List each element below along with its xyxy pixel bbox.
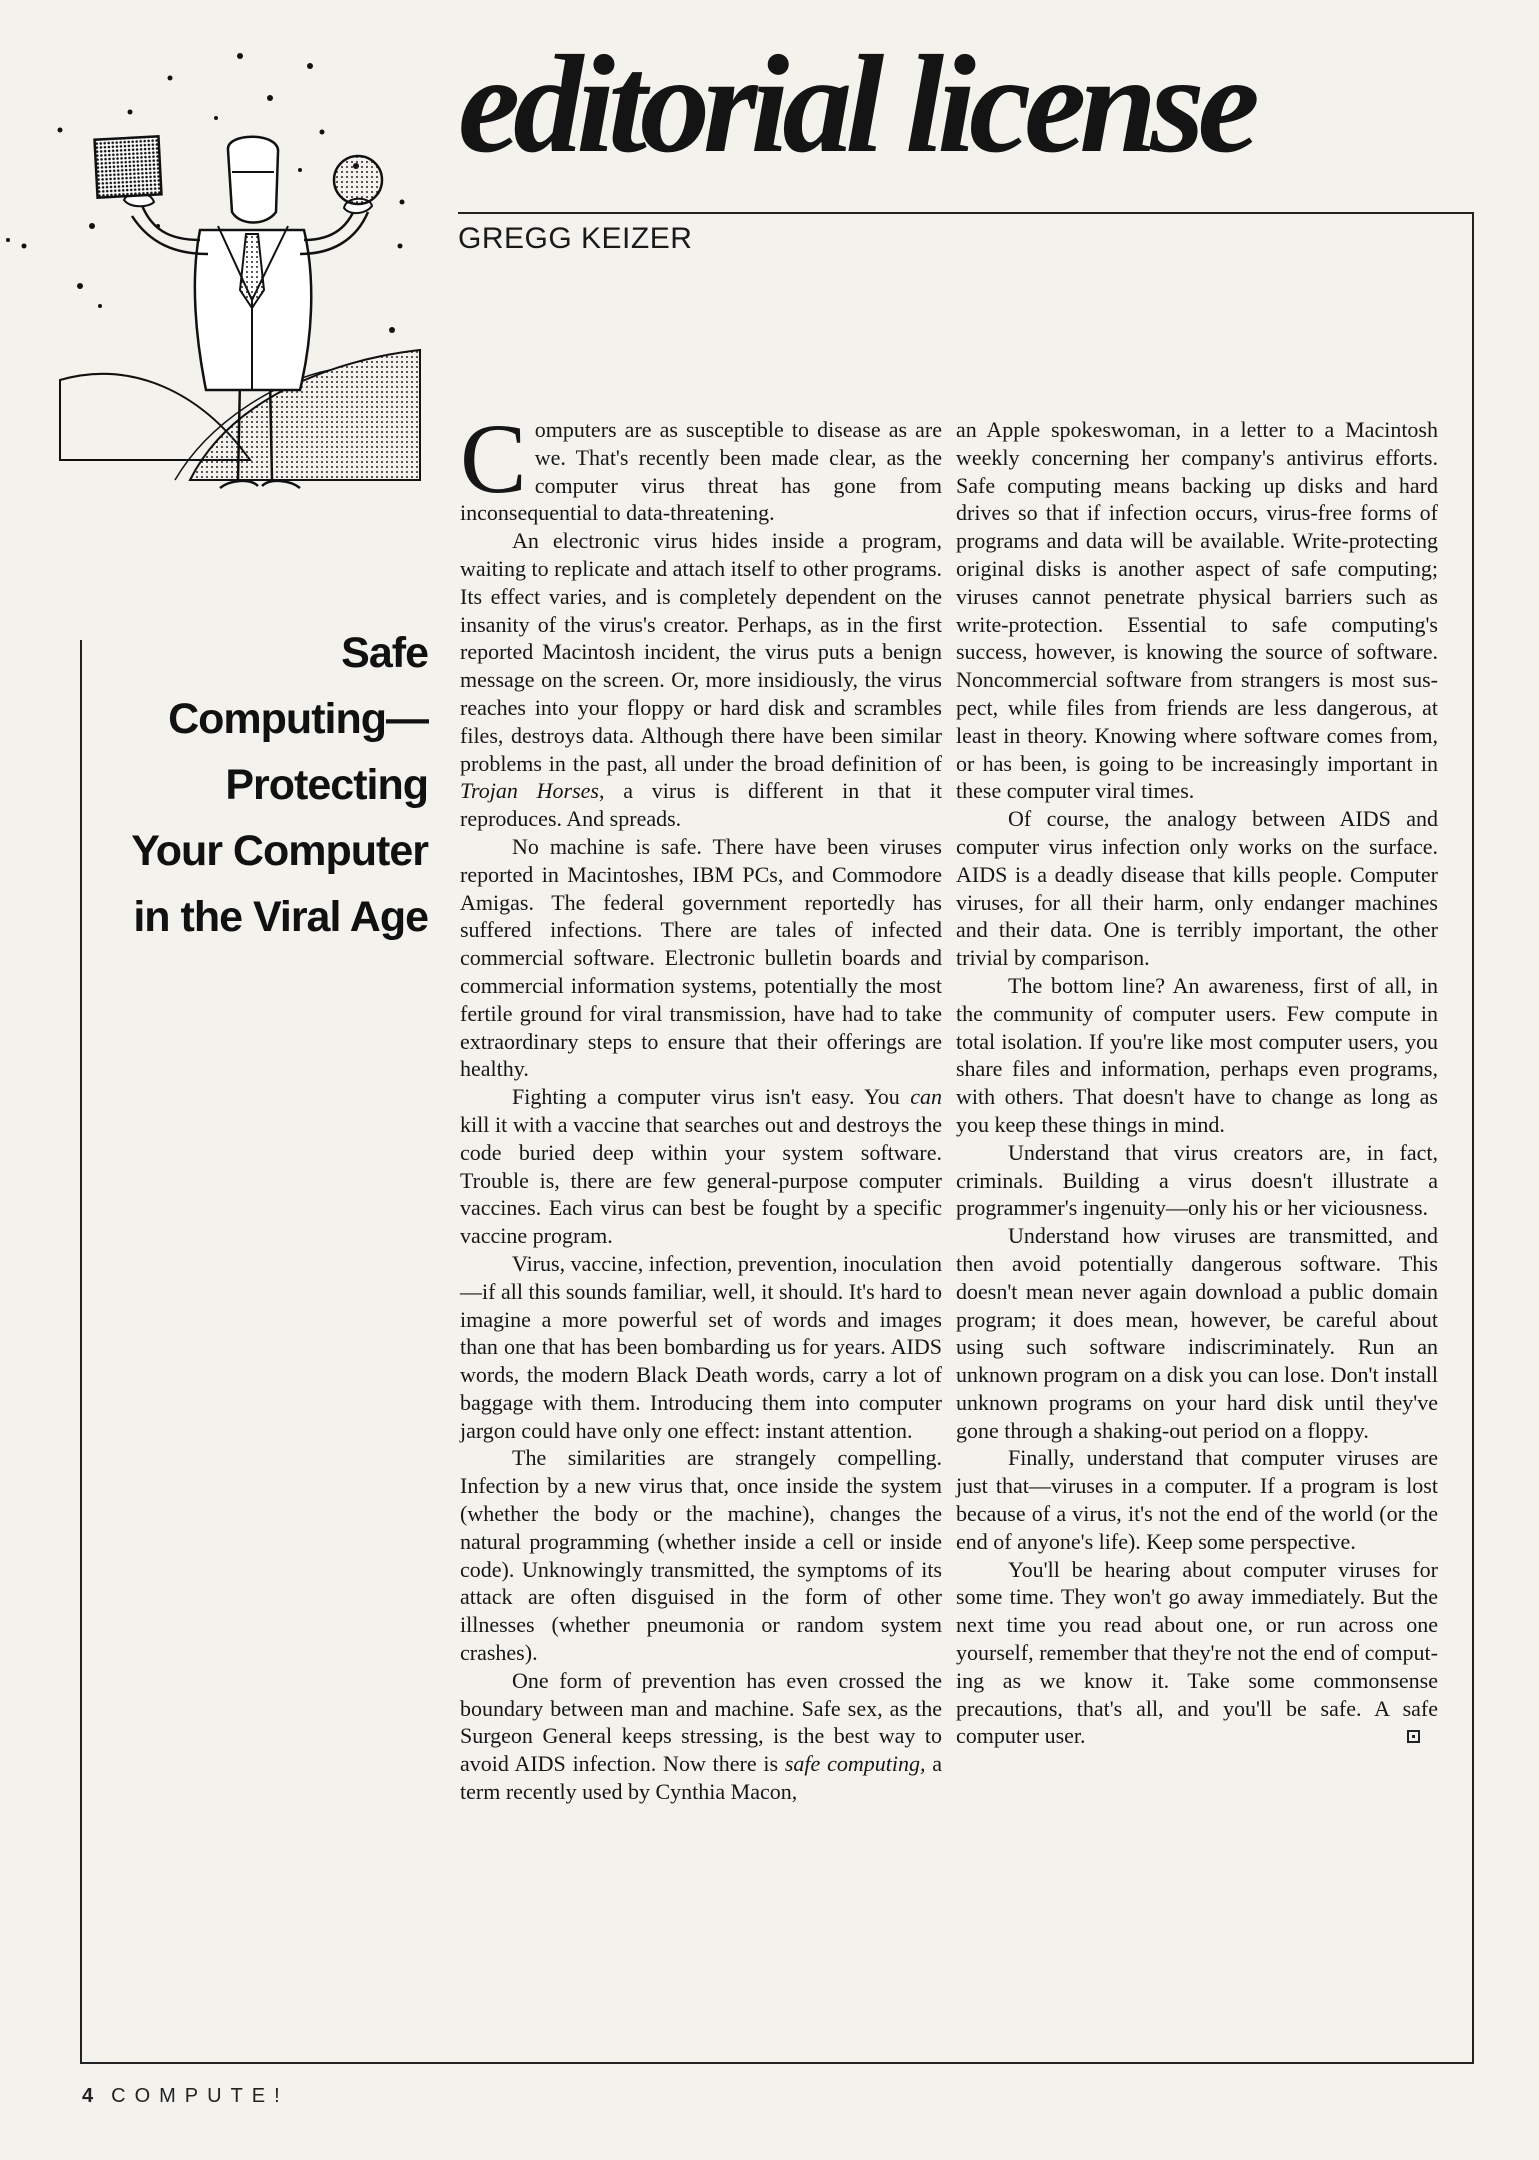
paragraph-text: An electronic virus hides inside a program, waiting to replicate and attach itself to other programs. Its effect varies, and is completely dependent on the insanity of the virus's creator. Perhaps, as in the first reported Macintosh incident, the virus puts a benign message on the screen. Or, more insidiously, the virus reaches into your floppy or hard disk and scrambles files, destroys data. Although there have been similar problems in the past, all under the broad definition of — [460, 528, 943, 776]
page-folio — [82, 2085, 289, 2108]
paragraph-text: a term recently used by Cynthia Macon, — [460, 1751, 943, 1805]
paragraph: Virus, vaccine, infection, prevention, inoculation—if all this sounds familiar, well, it should. It's hard to imagine a more powerful set of words and images than one that has been bombarding us for years. AIDS words, the modern Black Death words, carry a lot of baggage with them. Introducing them into computer jargon could have only one effect: instant attention. — [460, 1250, 942, 1443]
paragraph: an Apple spokeswoman, in a letter to a Macintosh weekly concerning her company's antivirus efforts. Safe computing means backing up disks and hard drives so that if infection occurs, virus-free forms of programs and data will be available. Write-protecting original disks is another aspect of safe computing; viruses cannot penetrate physical barriers such as write-protection. Essential to safe computing's success, however, is knowing the source of software. Noncommercial software from strangers is most suspect, while files from friends are less dangerous, at least in theory. Knowing where software comes from, or has been, is going to be increasingly important in these computer viral times. — [956, 417, 1438, 804]
paragraph-text: You'll be hearing about computer viruses for some time. They won't go away immediately. But the next time you read about one, or run across one yourself, remember that they're not the end of computing as we know it. Take some commonsense precautions, that's all, and you'll be safe. A safe computer user. — [956, 1556, 1438, 1749]
paragraph-text: , a virus is different in that it reproduces. And spreads. — [460, 778, 942, 832]
juggling-man-illustration — [0, 40, 440, 530]
emphasis-text: Trojan Horses — [460, 778, 599, 804]
paragraph: The bottom line? An awareness, first of all, in the community of computer users. Few compute in total isolation. If you're like most computer users, you share files and information, perhaps even programs, with others. That doesn't have to change as long as you keep these things in mind. — [956, 972, 1438, 1137]
frame-rule-left — [80, 640, 82, 2064]
paragraph: No machine is safe. There have been viruses reported in Macintoshes, IBM PCs, and Commodore Amigas. The federal government reportedly has suffered infections. There are tales of infected commercial software. Electronic bulletin boards and commercial information systems, potentially the most fertile ground for viral transmission, have had to take extraordinary steps to ensure that their offerings are healthy. — [460, 833, 942, 1082]
paragraph: Finally, understand that computer viruses are just that—viruses in a computer. If a program is lost because of a virus, it's not the end of the world (or the end of anyone's life). Keep some perspective. — [956, 1445, 1438, 1554]
paragraph-text: omputers are as susceptible to disease as are we. That's recently been made clear, as the computer virus threat has gone from inconsequential to data-threatening. — [460, 417, 942, 526]
headline-line: Your Computer — [131, 827, 428, 875]
paragraph — [460, 1667, 942, 1806]
article-column-2 — [956, 416, 1438, 1750]
drop-cap: C — [460, 403, 527, 514]
paragraph: Of course, the analogy between AIDS and computer virus infection only works on the surface. AIDS is a deadly disease that kills people. Computer viruses, for all their harm, only endanger machines and their data. One is terribly important, the other trivial by comparison. — [956, 806, 1438, 971]
frame-rule-right — [1472, 212, 1474, 2064]
frame-rule-bottom — [80, 2062, 1474, 2064]
paragraph: Understand how viruses are transmitted, and then avoid potentially dangerous software. This doesn't mean never again download a public domain program; it does mean, however, be careful about using such software indiscriminately. Run an unknown program on a disk you can lose. Don't install unknown programs on your hard disk until they've gone through a shaking-out period on a floppy. — [956, 1223, 1438, 1443]
headline-line: Safe — [341, 629, 428, 677]
article-column-1 — [460, 403, 943, 1806]
paragraph-text: Fighting a computer virus isn't easy. You — [512, 1084, 911, 1110]
paragraph — [460, 1083, 942, 1250]
frame-rule-top — [458, 212, 1474, 214]
paragraph: Understand that virus creators are, in fact, criminals. Building a virus doesn't illustrate a programmer's ingenuity—only his or her viciousness. — [956, 1139, 1438, 1221]
paragraph-text: kill it with a vaccine that searches out and destroys the code buried deep within your system software. Trouble is, there are few general-purpose computer vaccines. Each virus can best be fought by a specific vaccine program. — [460, 1111, 942, 1249]
headline-line: in the Viral Age — [133, 893, 428, 941]
emphasis-text: can — [910, 1084, 942, 1110]
paragraph — [956, 1556, 1438, 1751]
article-headline — [84, 620, 428, 950]
headline-line: Protecting — [225, 761, 428, 809]
masthead-title: editorial license — [458, 27, 1253, 182]
paragraph — [460, 527, 942, 833]
paragraph-text: One form of prevention has even crossed the boundary between man and machine. Safe sex, as the Surgeon General keeps stressing, is the best way to avoid AIDS infection. Now there is — [460, 1667, 942, 1777]
page-number: 4 — [82, 2085, 94, 2107]
headline-line: Computing— — [168, 695, 428, 743]
author-byline: GREGG KEIZER — [458, 222, 693, 255]
end-mark-icon — [1407, 1730, 1420, 1743]
paragraph — [460, 403, 942, 527]
emphasis-text: safe computing, — [784, 1751, 926, 1777]
paragraph: The similarities are strangely compelling. Infection by a new virus that, once inside the system (whether the body or the machine), changes the natural programming (whether inside a cell or inside code). Unknowingly transmitted, the symptoms of its attack are often disguised in the form of other illnesses (whether pneumonia or random system crashes). — [460, 1445, 942, 1666]
magazine-name: COMPUTE! — [111, 2085, 289, 2107]
